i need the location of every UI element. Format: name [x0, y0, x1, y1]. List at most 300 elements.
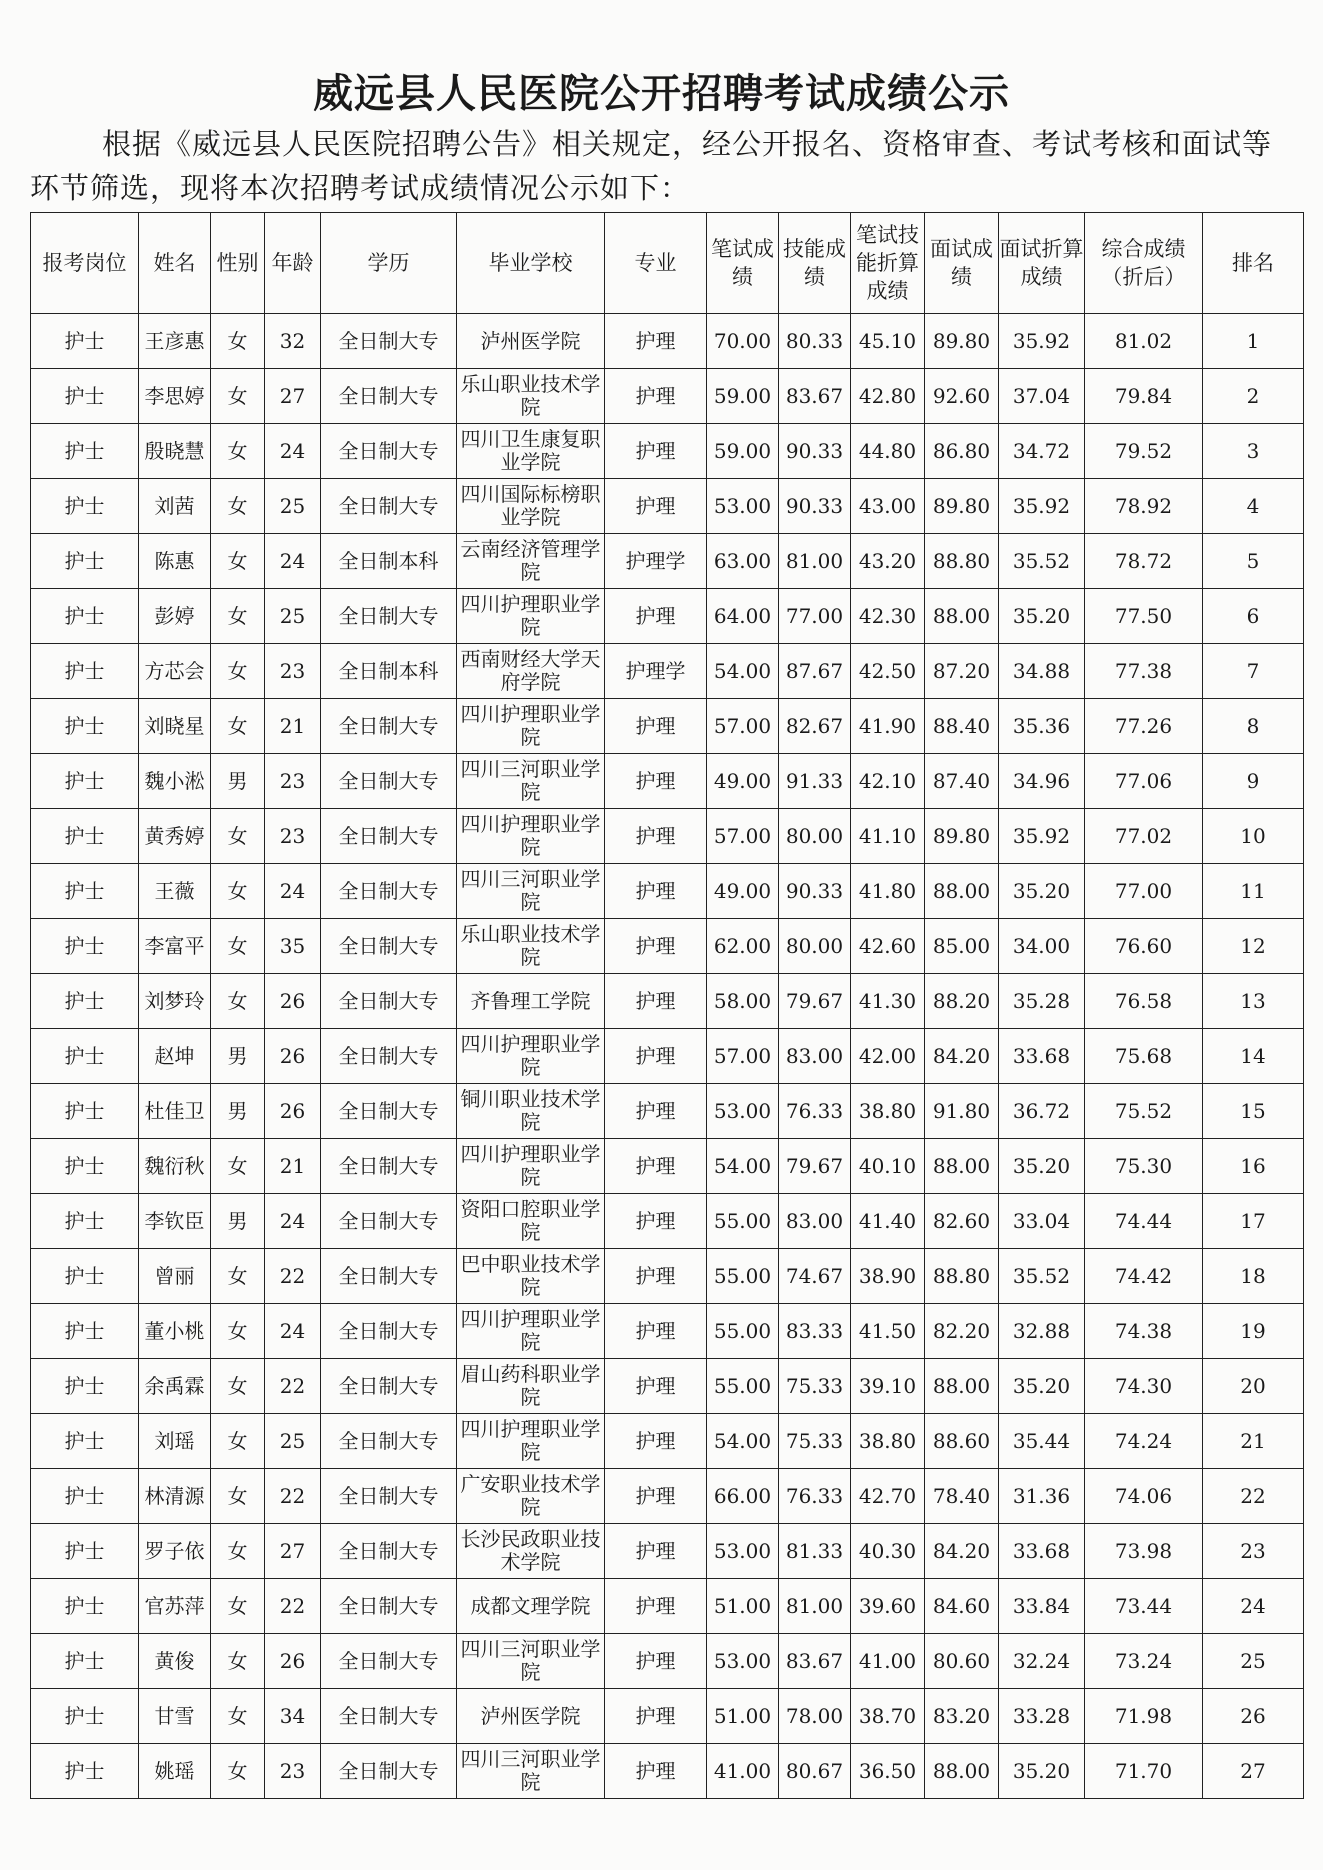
position-cell: 护士 — [31, 809, 139, 864]
education-cell: 全日制大专 — [321, 1744, 457, 1799]
position-cell: 护士 — [31, 589, 139, 644]
interview-score-cell: 84.60 — [925, 1579, 999, 1634]
skill-score-cell: 83.67 — [779, 1634, 851, 1689]
skill-score-cell: 76.33 — [779, 1469, 851, 1524]
skill-score-cell: 79.67 — [779, 1139, 851, 1194]
education-cell: 全日制大专 — [321, 1524, 457, 1579]
name-cell: 彭婷 — [139, 589, 211, 644]
skill-score-cell: 91.33 — [779, 754, 851, 809]
written-skill-converted-cell: 43.00 — [851, 479, 925, 534]
age-cell: 26 — [265, 1634, 321, 1689]
written-skill-converted-cell: 39.60 — [851, 1579, 925, 1634]
name-cell: 方芯会 — [139, 644, 211, 699]
gender-cell: 男 — [211, 754, 265, 809]
total-score-cell: 78.92 — [1085, 479, 1203, 534]
age-cell: 23 — [265, 644, 321, 699]
name-cell: 甘雪 — [139, 1689, 211, 1744]
interview-score-cell: 88.20 — [925, 974, 999, 1029]
written-score-cell: 51.00 — [707, 1689, 779, 1744]
written-skill-converted-cell: 44.80 — [851, 424, 925, 479]
major-cell: 护理 — [605, 1469, 707, 1524]
written-score-cell: 59.00 — [707, 369, 779, 424]
header-cell: 笔试技能折算成绩 — [851, 213, 925, 314]
total-score-cell: 74.42 — [1085, 1249, 1203, 1304]
major-cell: 护理 — [605, 314, 707, 369]
major-cell: 护理 — [605, 1579, 707, 1634]
name-cell: 林清源 — [139, 1469, 211, 1524]
interview-converted-cell: 35.92 — [999, 479, 1085, 534]
major-cell: 护理 — [605, 1029, 707, 1084]
education-cell: 全日制大专 — [321, 974, 457, 1029]
major-cell: 护理 — [605, 1249, 707, 1304]
position-cell: 护士 — [31, 1524, 139, 1579]
interview-score-cell: 84.20 — [925, 1524, 999, 1579]
total-score-cell: 74.06 — [1085, 1469, 1203, 1524]
skill-score-cell: 76.33 — [779, 1084, 851, 1139]
age-cell: 25 — [265, 589, 321, 644]
rank-cell: 9 — [1203, 754, 1304, 809]
interview-converted-cell: 34.96 — [999, 754, 1085, 809]
school-cell: 四川三河职业学院 — [457, 1744, 605, 1799]
name-cell: 黄俊 — [139, 1634, 211, 1689]
total-score-cell: 75.68 — [1085, 1029, 1203, 1084]
education-cell: 全日制本科 — [321, 534, 457, 589]
skill-score-cell: 90.33 — [779, 424, 851, 479]
header-cell: 面试折算成绩 — [999, 213, 1085, 314]
interview-converted-cell: 33.68 — [999, 1524, 1085, 1579]
interview-score-cell: 88.60 — [925, 1414, 999, 1469]
rank-cell: 20 — [1203, 1359, 1304, 1414]
written-skill-converted-cell: 42.60 — [851, 919, 925, 974]
table-row — [31, 314, 1304, 369]
table-row — [31, 1689, 1304, 1744]
major-cell: 护理 — [605, 1524, 707, 1579]
header-cell: 性别 — [211, 213, 265, 314]
skill-score-cell: 77.00 — [779, 589, 851, 644]
gender-cell: 女 — [211, 1469, 265, 1524]
position-cell: 护士 — [31, 1579, 139, 1634]
table-row — [31, 1194, 1304, 1249]
position-cell: 护士 — [31, 644, 139, 699]
gender-cell: 女 — [211, 1689, 265, 1744]
school-cell: 乐山职业技术学院 — [457, 919, 605, 974]
written-skill-converted-cell: 36.50 — [851, 1744, 925, 1799]
rank-cell: 2 — [1203, 369, 1304, 424]
interview-converted-cell: 33.28 — [999, 1689, 1085, 1744]
table-row — [31, 974, 1304, 1029]
position-cell: 护士 — [31, 1634, 139, 1689]
table-row — [31, 919, 1304, 974]
total-score-cell: 77.26 — [1085, 699, 1203, 754]
interview-converted-cell: 35.20 — [999, 1359, 1085, 1414]
total-score-cell: 76.58 — [1085, 974, 1203, 1029]
position-cell: 护士 — [31, 919, 139, 974]
gender-cell: 女 — [211, 369, 265, 424]
name-cell: 刘茜 — [139, 479, 211, 534]
total-score-cell: 79.52 — [1085, 424, 1203, 479]
age-cell: 21 — [265, 699, 321, 754]
table-row — [31, 1359, 1304, 1414]
name-cell: 官苏萍 — [139, 1579, 211, 1634]
table-row — [31, 1524, 1304, 1579]
school-cell: 四川护理职业学院 — [457, 809, 605, 864]
education-cell: 全日制大专 — [321, 864, 457, 919]
major-cell: 护理 — [605, 1359, 707, 1414]
school-cell: 四川护理职业学院 — [457, 1139, 605, 1194]
position-cell: 护士 — [31, 1194, 139, 1249]
rank-cell: 24 — [1203, 1579, 1304, 1634]
table-row — [31, 754, 1304, 809]
written-score-cell: 49.00 — [707, 864, 779, 919]
major-cell: 护理学 — [605, 644, 707, 699]
name-cell: 刘梦玲 — [139, 974, 211, 1029]
rank-cell: 12 — [1203, 919, 1304, 974]
name-cell: 王彦惠 — [139, 314, 211, 369]
age-cell: 26 — [265, 1029, 321, 1084]
written-score-cell: 41.00 — [707, 1744, 779, 1799]
gender-cell: 女 — [211, 534, 265, 589]
gender-cell: 女 — [211, 314, 265, 369]
name-cell: 姚瑶 — [139, 1744, 211, 1799]
name-cell: 李思婷 — [139, 369, 211, 424]
position-cell: 护士 — [31, 479, 139, 534]
total-score-cell: 74.44 — [1085, 1194, 1203, 1249]
education-cell: 全日制大专 — [321, 1084, 457, 1139]
written-skill-converted-cell: 42.10 — [851, 754, 925, 809]
position-cell: 护士 — [31, 314, 139, 369]
major-cell: 护理 — [605, 809, 707, 864]
rank-cell: 10 — [1203, 809, 1304, 864]
gender-cell: 女 — [211, 809, 265, 864]
table-row — [31, 1744, 1304, 1799]
school-cell: 成都文理学院 — [457, 1579, 605, 1634]
school-cell: 四川护理职业学院 — [457, 1304, 605, 1359]
position-cell: 护士 — [31, 1689, 139, 1744]
school-cell: 四川护理职业学院 — [457, 589, 605, 644]
written-score-cell: 53.00 — [707, 479, 779, 534]
interview-converted-cell: 35.28 — [999, 974, 1085, 1029]
written-score-cell: 62.00 — [707, 919, 779, 974]
intro-paragraph: 根据《威远县人民医院招聘公告》相关规定，经公开报名、资格审查、考试考核和面试等环节筛选，现将本次招聘考试成绩情况公示如下： — [30, 127, 1273, 205]
header-cell: 姓名 — [139, 213, 211, 314]
total-score-cell: 73.44 — [1085, 1579, 1203, 1634]
table-header-row — [31, 213, 1304, 314]
rank-cell: 18 — [1203, 1249, 1304, 1304]
gender-cell: 女 — [211, 424, 265, 479]
header-cell: 排名 — [1203, 213, 1304, 314]
age-cell: 25 — [265, 479, 321, 534]
skill-score-cell: 75.33 — [779, 1414, 851, 1469]
total-score-cell: 73.24 — [1085, 1634, 1203, 1689]
school-cell: 四川护理职业学院 — [457, 1414, 605, 1469]
age-cell: 21 — [265, 1139, 321, 1194]
education-cell: 全日制大专 — [321, 369, 457, 424]
total-score-cell: 74.30 — [1085, 1359, 1203, 1414]
major-cell: 护理 — [605, 754, 707, 809]
major-cell: 护理 — [605, 864, 707, 919]
skill-score-cell: 83.00 — [779, 1029, 851, 1084]
rank-cell: 3 — [1203, 424, 1304, 479]
name-cell: 黄秀婷 — [139, 809, 211, 864]
written-skill-converted-cell: 42.70 — [851, 1469, 925, 1524]
rank-cell: 19 — [1203, 1304, 1304, 1359]
position-cell: 护士 — [31, 864, 139, 919]
name-cell: 刘晓星 — [139, 699, 211, 754]
table-row — [31, 369, 1304, 424]
age-cell: 24 — [265, 864, 321, 919]
education-cell: 全日制大专 — [321, 1689, 457, 1744]
table-row — [31, 1579, 1304, 1634]
written-skill-converted-cell: 42.50 — [851, 644, 925, 699]
age-cell: 22 — [265, 1469, 321, 1524]
major-cell: 护理 — [605, 1194, 707, 1249]
age-cell: 22 — [265, 1359, 321, 1414]
major-cell: 护理 — [605, 1414, 707, 1469]
position-cell: 护士 — [31, 1469, 139, 1524]
interview-converted-cell: 35.92 — [999, 809, 1085, 864]
school-cell: 四川护理职业学院 — [457, 1029, 605, 1084]
interview-score-cell: 88.00 — [925, 1744, 999, 1799]
skill-score-cell: 83.33 — [779, 1304, 851, 1359]
written-score-cell: 54.00 — [707, 644, 779, 699]
gender-cell: 男 — [211, 1084, 265, 1139]
rank-cell: 22 — [1203, 1469, 1304, 1524]
education-cell: 全日制大专 — [321, 699, 457, 754]
written-skill-converted-cell: 41.10 — [851, 809, 925, 864]
interview-converted-cell: 35.20 — [999, 589, 1085, 644]
age-cell: 34 — [265, 1689, 321, 1744]
table-row — [31, 1084, 1304, 1139]
age-cell: 25 — [265, 1414, 321, 1469]
rank-cell: 14 — [1203, 1029, 1304, 1084]
name-cell: 陈惠 — [139, 534, 211, 589]
table-row — [31, 589, 1304, 644]
header-cell: 年龄 — [265, 213, 321, 314]
rank-cell: 6 — [1203, 589, 1304, 644]
school-cell: 四川三河职业学院 — [457, 754, 605, 809]
written-skill-converted-cell: 40.10 — [851, 1139, 925, 1194]
rank-cell: 16 — [1203, 1139, 1304, 1194]
skill-score-cell: 83.00 — [779, 1194, 851, 1249]
school-cell: 铜川职业技术学院 — [457, 1084, 605, 1139]
school-cell: 长沙民政职业技术学院 — [457, 1524, 605, 1579]
header-cell: 毕业学校 — [457, 213, 605, 314]
skill-score-cell: 81.00 — [779, 534, 851, 589]
written-skill-converted-cell: 41.50 — [851, 1304, 925, 1359]
major-cell: 护理 — [605, 974, 707, 1029]
name-cell: 曾丽 — [139, 1249, 211, 1304]
page-title: 威远县人民医院公开招聘考试成绩公示 — [313, 70, 1010, 117]
age-cell: 24 — [265, 534, 321, 589]
rank-cell: 8 — [1203, 699, 1304, 754]
header-cell: 面试成绩 — [925, 213, 999, 314]
skill-score-cell: 80.67 — [779, 1744, 851, 1799]
written-skill-converted-cell: 41.00 — [851, 1634, 925, 1689]
interview-converted-cell: 32.88 — [999, 1304, 1085, 1359]
major-cell: 护理 — [605, 1304, 707, 1359]
age-cell: 22 — [265, 1249, 321, 1304]
skill-score-cell: 80.00 — [779, 919, 851, 974]
position-cell: 护士 — [31, 1029, 139, 1084]
skill-score-cell: 90.33 — [779, 479, 851, 534]
interview-converted-cell: 36.72 — [999, 1084, 1085, 1139]
age-cell: 26 — [265, 974, 321, 1029]
header-cell: 专业 — [605, 213, 707, 314]
header-cell: 综合成绩（折后） — [1085, 213, 1203, 314]
total-score-cell: 77.00 — [1085, 864, 1203, 919]
school-cell: 西南财经大学天府学院 — [457, 644, 605, 699]
interview-score-cell: 86.80 — [925, 424, 999, 479]
interview-converted-cell: 35.20 — [999, 1139, 1085, 1194]
written-score-cell: 49.00 — [707, 754, 779, 809]
gender-cell: 女 — [211, 1634, 265, 1689]
major-cell: 护理 — [605, 1634, 707, 1689]
rank-cell: 1 — [1203, 314, 1304, 369]
education-cell: 全日制大专 — [321, 314, 457, 369]
interview-score-cell: 88.80 — [925, 534, 999, 589]
school-cell: 四川三河职业学院 — [457, 864, 605, 919]
school-cell: 巴中职业技术学院 — [457, 1249, 605, 1304]
interview-score-cell: 88.00 — [925, 864, 999, 919]
header-cell: 技能成绩 — [779, 213, 851, 314]
interview-converted-cell: 35.52 — [999, 1249, 1085, 1304]
name-cell: 李钦臣 — [139, 1194, 211, 1249]
rank-cell: 11 — [1203, 864, 1304, 919]
skill-score-cell: 78.00 — [779, 1689, 851, 1744]
total-score-cell: 77.06 — [1085, 754, 1203, 809]
written-score-cell: 64.00 — [707, 589, 779, 644]
skill-score-cell: 83.67 — [779, 369, 851, 424]
interview-score-cell: 78.40 — [925, 1469, 999, 1524]
table-row — [31, 699, 1304, 754]
education-cell: 全日制大专 — [321, 1304, 457, 1359]
interview-converted-cell: 35.20 — [999, 864, 1085, 919]
rank-cell: 17 — [1203, 1194, 1304, 1249]
interview-converted-cell: 33.04 — [999, 1194, 1085, 1249]
total-score-cell: 73.98 — [1085, 1524, 1203, 1579]
name-cell: 余禹霖 — [139, 1359, 211, 1414]
written-score-cell: 54.00 — [707, 1139, 779, 1194]
interview-converted-cell: 34.00 — [999, 919, 1085, 974]
table-row — [31, 1634, 1304, 1689]
interview-score-cell: 88.80 — [925, 1249, 999, 1304]
written-score-cell: 55.00 — [707, 1304, 779, 1359]
skill-score-cell: 87.67 — [779, 644, 851, 699]
interview-score-cell: 85.00 — [925, 919, 999, 974]
interview-score-cell: 82.60 — [925, 1194, 999, 1249]
interview-score-cell: 89.80 — [925, 314, 999, 369]
major-cell: 护理 — [605, 699, 707, 754]
name-cell: 赵坤 — [139, 1029, 211, 1084]
written-score-cell: 55.00 — [707, 1249, 779, 1304]
written-skill-converted-cell: 41.80 — [851, 864, 925, 919]
age-cell: 27 — [265, 1524, 321, 1579]
total-score-cell: 75.30 — [1085, 1139, 1203, 1194]
education-cell: 全日制大专 — [321, 1634, 457, 1689]
major-cell: 护理 — [605, 589, 707, 644]
position-cell: 护士 — [31, 1084, 139, 1139]
written-skill-converted-cell: 42.00 — [851, 1029, 925, 1084]
education-cell: 全日制大专 — [321, 479, 457, 534]
name-cell: 罗子依 — [139, 1524, 211, 1579]
gender-cell: 女 — [211, 1249, 265, 1304]
school-cell: 四川卫生康复职业学院 — [457, 424, 605, 479]
age-cell: 26 — [265, 1084, 321, 1139]
interview-converted-cell: 34.88 — [999, 644, 1085, 699]
name-cell: 魏小淞 — [139, 754, 211, 809]
written-score-cell: 57.00 — [707, 1029, 779, 1084]
rank-cell: 26 — [1203, 1689, 1304, 1744]
position-cell: 护士 — [31, 1304, 139, 1359]
total-score-cell: 77.50 — [1085, 589, 1203, 644]
written-score-cell: 57.00 — [707, 699, 779, 754]
interview-score-cell: 84.20 — [925, 1029, 999, 1084]
total-score-cell: 79.84 — [1085, 369, 1203, 424]
education-cell: 全日制大专 — [321, 424, 457, 479]
total-score-cell: 81.02 — [1085, 314, 1203, 369]
position-cell: 护士 — [31, 1744, 139, 1799]
school-cell: 眉山药科职业学院 — [457, 1359, 605, 1414]
gender-cell: 女 — [211, 1304, 265, 1359]
table-row — [31, 534, 1304, 589]
written-skill-converted-cell: 38.90 — [851, 1249, 925, 1304]
name-cell: 魏衍秋 — [139, 1139, 211, 1194]
education-cell: 全日制大专 — [321, 1249, 457, 1304]
written-skill-converted-cell: 38.80 — [851, 1414, 925, 1469]
gender-cell: 女 — [211, 1744, 265, 1799]
school-cell: 四川国际标榜职业学院 — [457, 479, 605, 534]
rank-cell: 15 — [1203, 1084, 1304, 1139]
position-cell: 护士 — [31, 534, 139, 589]
skill-score-cell: 80.00 — [779, 809, 851, 864]
school-cell: 四川三河职业学院 — [457, 1634, 605, 1689]
rank-cell: 13 — [1203, 974, 1304, 1029]
interview-score-cell: 88.00 — [925, 1359, 999, 1414]
interview-score-cell: 83.20 — [925, 1689, 999, 1744]
written-skill-converted-cell: 42.30 — [851, 589, 925, 644]
age-cell: 32 — [265, 314, 321, 369]
major-cell: 护理 — [605, 424, 707, 479]
position-cell: 护士 — [31, 754, 139, 809]
interview-score-cell: 92.60 — [925, 369, 999, 424]
table-row — [31, 1414, 1304, 1469]
gender-cell: 女 — [211, 1414, 265, 1469]
written-score-cell: 55.00 — [707, 1194, 779, 1249]
interview-score-cell: 80.60 — [925, 1634, 999, 1689]
gender-cell: 女 — [211, 644, 265, 699]
header-cell: 学历 — [321, 213, 457, 314]
position-cell: 护士 — [31, 1249, 139, 1304]
interview-converted-cell: 33.68 — [999, 1029, 1085, 1084]
skill-score-cell: 90.33 — [779, 864, 851, 919]
interview-score-cell: 82.20 — [925, 1304, 999, 1359]
interview-score-cell: 91.80 — [925, 1084, 999, 1139]
age-cell: 22 — [265, 1579, 321, 1634]
written-score-cell: 70.00 — [707, 314, 779, 369]
school-cell: 乐山职业技术学院 — [457, 369, 605, 424]
education-cell: 全日制大专 — [321, 1194, 457, 1249]
interview-converted-cell: 31.36 — [999, 1469, 1085, 1524]
major-cell: 护理 — [605, 1139, 707, 1194]
gender-cell: 女 — [211, 1579, 265, 1634]
gender-cell: 女 — [211, 864, 265, 919]
name-cell: 董小桃 — [139, 1304, 211, 1359]
age-cell: 23 — [265, 754, 321, 809]
education-cell: 全日制大专 — [321, 1139, 457, 1194]
position-cell: 护士 — [31, 699, 139, 754]
interview-score-cell: 88.00 — [925, 1139, 999, 1194]
header-cell: 报考岗位 — [31, 213, 139, 314]
